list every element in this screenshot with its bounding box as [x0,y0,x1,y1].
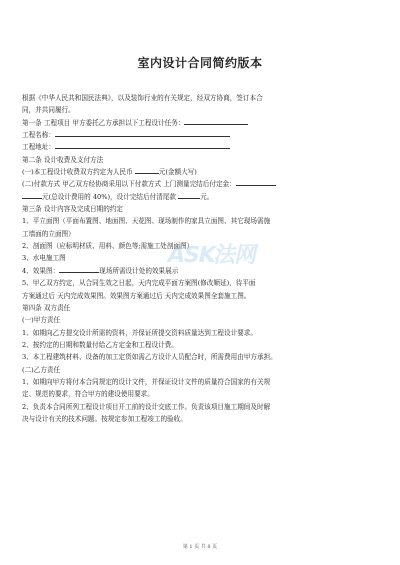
intro-line-2: 同，并共同履行。 [22,106,75,115]
party-a-item-3: 3、本工程建筑材料、设备的加工定货如需乙方设计人员配合时，所需费用由甲方承担。 [22,353,277,362]
item-4-text: 4、效果图： [22,266,60,275]
article-1-heading [22,117,386,129]
project-address-blank [55,142,230,149]
fee-b-row [22,178,386,190]
fee-amount-blank [135,167,159,174]
project-address-label: 工程地址： [22,143,55,152]
project-name-row [22,129,386,141]
fee-b2-row [22,191,386,203]
party-a-item-2: 2、按约定的日期和数量付给乙方定金和工程设计费。 [22,340,178,349]
watermark-logo: ASK法网 [164,243,260,268]
project-name-label: 工程名称： [22,131,55,140]
content-item-4 [22,265,386,277]
task-blank [184,118,248,125]
item-4-tail: 现场所需设计处的效果展示 [99,266,179,275]
content-item-1: 1、平立面图（平面布置图、地面图、天花图、现场制作的家具立面图、其它现场需施 [22,217,271,226]
article-2-heading: 第二条 设计收费及支付方法 [22,155,104,164]
content-item-2: 2、剖面图（应标明材质、用料、颜色等;需施工处剖面图） [22,242,194,251]
deposit-amount-blank [22,192,42,199]
contract-body [22,92,386,425]
balance-blank [178,192,200,199]
article-1-text: 第一条 工程项目 甲方委托乙方承担以下工程设计任务： [22,118,185,127]
fee-a-tail: 元(金额大写) [158,168,197,177]
fee-b-text: (二)付款方式 甲乙双方经协商采用以下付款方式 上门测量完结后付定金： [22,180,236,189]
fee-b2-text: 元(总设计费用的 40%)，设计完结后付清尾款 [42,192,176,201]
content-item-5: 5、甲乙双方约定，从合同生效之日起，天内完成平面方案图(修改顺延)，待平面 [22,279,256,288]
fee-a-text: (一)本工程设计收费双方约定为人民币 [22,168,133,177]
party-a-item-1: 1、如期向乙方提交设计所需的资料，并保证所提交资料质量达到工程设计要求。 [22,328,257,337]
fee-b2-tail: 元。 [200,192,214,201]
project-address-row [22,141,386,153]
party-b-item-2: 2、负责本合同所列工程设计项目开工前的设计交底工作。负责该项目施工期间及时解 [22,402,271,411]
party-b-item-1-cont: 定、规范的要求，符合甲方的建设使用要求。 [22,390,154,399]
content-item-3: 3、水电施工图 [22,254,66,263]
deposit-blank [236,179,276,186]
rendering-blank [59,266,99,273]
party-b-item-1: 1、如期向甲方将付本合同规定的设计文件，并保证设计文件的质量符合国家的有关规 [22,377,271,386]
article-3-heading: 第三条 设计内容及完成日期的约定 [22,205,124,214]
page-footer: 第 1 页 共 8 页 [182,544,218,550]
party-b-heading: (二)乙方责任 [22,365,61,374]
fee-a-row [22,166,386,178]
article-4-heading: 第四条 双方责任 [22,303,71,312]
content-item-1-cont: 工墙面的立面图） [22,229,75,238]
party-a-heading: (一)甲方责任 [22,316,61,325]
project-name-blank [55,130,230,137]
content-item-5-cont: 方案通过后 天内完成效果图。效果图方案通过后 天内完成效果图全套施工图。 [22,291,251,300]
intro-line: 根据《中华人民共和国民法典》，以及装饰行业的有关规定，经双方协商，签订本合 [22,94,263,102]
party-b-item-2-cont: 决与设计有关的技术问题。按规定参加工程竣工的验收。 [22,414,187,423]
page-title: 室内设计合同简约版本 [137,56,263,70]
